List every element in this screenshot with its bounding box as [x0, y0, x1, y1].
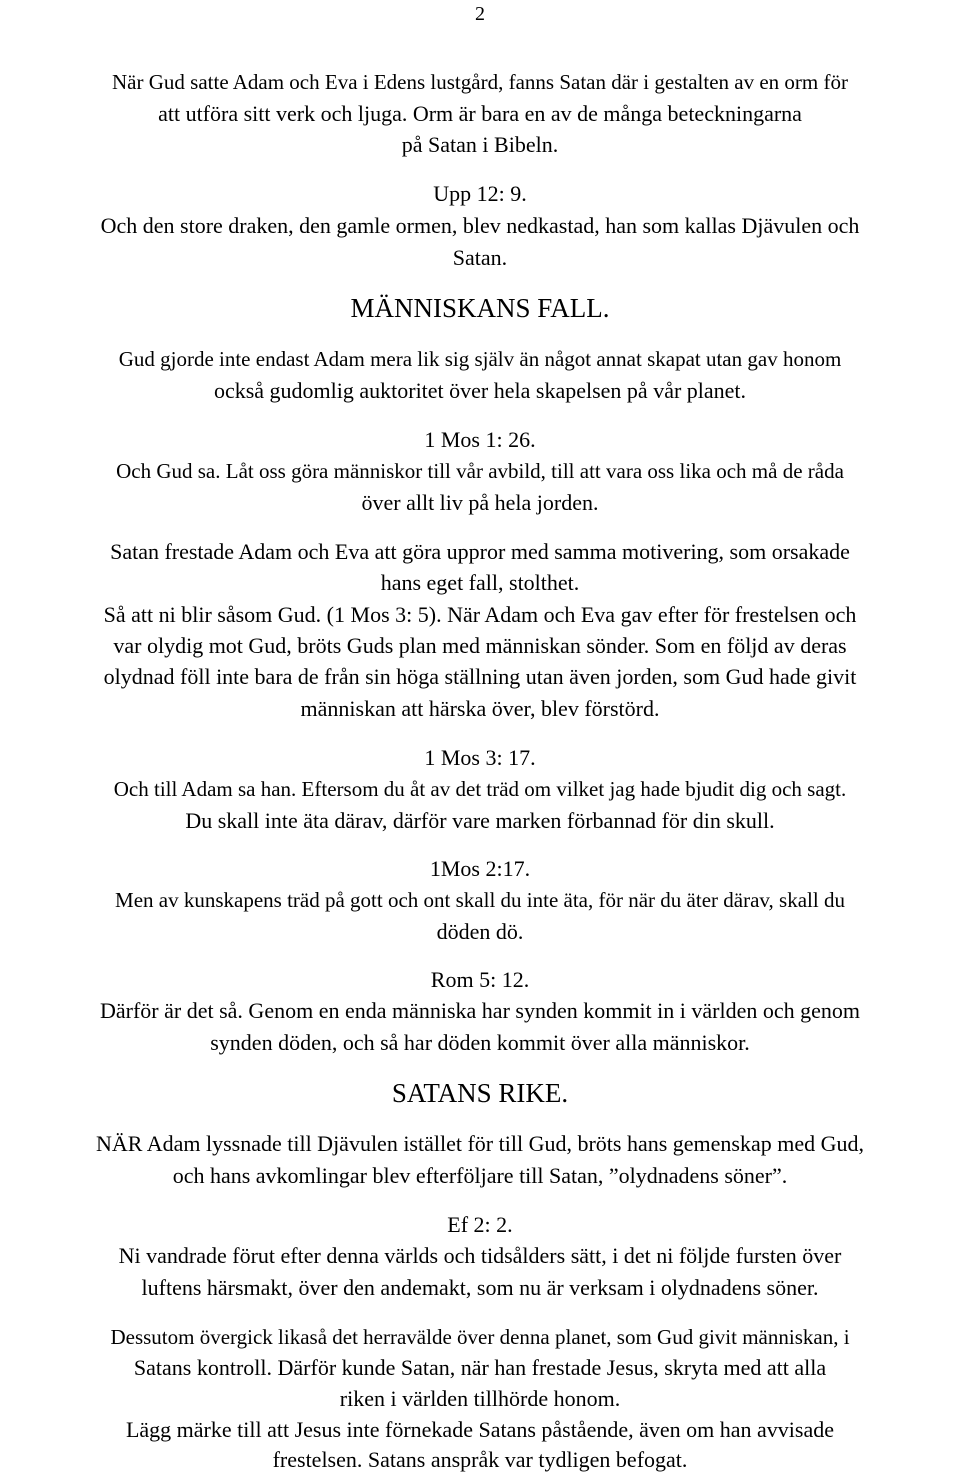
- text-line: synden döden, och så har döden kommit över alla människor.: [210, 1030, 750, 1055]
- verse-reference: Ef 2: 2.: [447, 1212, 513, 1237]
- verse-reference: Upp 12: 9.: [433, 181, 527, 206]
- text-line: När Gud satte Adam och Eva i Edens lustgård, fanns Satan där i gestalten av en orm för: [112, 70, 848, 94]
- text-line: på Satan i Bibeln.: [401, 132, 559, 157]
- text-line: hans eget fall, stolthet.: [380, 570, 580, 595]
- text-line: NÄR Adam lyssnade till Djävulen istället för till Gud, bröts hans gemenskap med Gud,: [95, 1131, 865, 1156]
- verse-reference: 1 Mos 1: 26.: [424, 427, 536, 452]
- text-line: Men av kunskapens träd på gott och ont skall du inte äta, för när du äter därav, skall du: [115, 888, 845, 912]
- text-line: Satan frestade Adam och Eva att göra uppror med samma motivering, som orsakade: [110, 539, 850, 564]
- text-line: Dessutom övergick likaså det herravälde över denna planet, som Gud givit människan, i: [110, 1325, 850, 1349]
- text-line: Och Gud sa. Låt oss göra människor till vår avbild, till att vara oss lika och må de råda: [116, 459, 844, 483]
- text-line: Ni vandrade förut efter denna världs och tidsålders sätt, i det ni följde fursten över: [118, 1243, 842, 1268]
- text-line: olydnad föll inte bara de från sin höga ställning utan även jorden, som Gud hade givit: [103, 664, 857, 689]
- text-line: att utföra sitt verk och ljuga. Orm är bara en av de många beteckningarna: [158, 101, 802, 126]
- text-line: Lägg märke till att Jesus inte förnekade Satans påstående, även om han avvisade: [125, 1417, 835, 1442]
- text-line: Därför är det så. Genom en enda människa har synden kommit in i världen och genom: [100, 998, 860, 1023]
- text-line: Och till Adam sa han. Eftersom du åt av det träd om vilket jag hade bjudit dig och sagt.: [113, 777, 847, 801]
- text-line: Satan.: [452, 245, 508, 270]
- text-line: Och den store draken, den gamle ormen, blev nedkastad, han som kallas Djävulen och: [100, 213, 860, 238]
- verse-reference: 1Mos 2:17.: [429, 856, 531, 881]
- text-line: Satans kontroll. Därför kunde Satan, när han frestade Jesus, skryta med att alla: [133, 1355, 827, 1380]
- text-line: Du skall inte äta därav, därför vare marken förbannad för din skull.: [185, 808, 775, 833]
- text-line: riken i världen tillhörde honom.: [339, 1386, 621, 1411]
- text-line: och hans avkomlingar blev efterföljare till Satan, ”olydnadens söner”.: [172, 1163, 788, 1188]
- section-heading: SATANS RIKE.: [391, 1078, 569, 1108]
- text-line: frestelsen. Satans anspråk var tydligen befogat.: [272, 1447, 688, 1472]
- text-line: var olydig mot Gud, bröts Guds plan med människan sönder. Som en följd av deras: [113, 633, 847, 658]
- section-heading: MÄNNISKANS FALL.: [350, 293, 610, 323]
- verse-reference: 1 Mos 3: 17.: [424, 745, 536, 770]
- text-line: också gudomlig auktoritet över hela skapelsen på vår planet.: [213, 378, 747, 403]
- text-line: luftens härsmakt, över den andemakt, som nu är verksam i olydnadens söner.: [141, 1275, 819, 1300]
- page-number: 2: [475, 3, 485, 25]
- text-line: Gud gjorde inte endast Adam mera lik sig själv än något annat skapat utan gav honom: [118, 347, 842, 371]
- text-line: människan att härska över, blev förstörd.: [300, 696, 660, 721]
- text-line: Så att ni blir såsom Gud. (1 Mos 3: 5). När Adam och Eva gav efter för frestelsen och: [103, 602, 857, 627]
- verse-reference: Rom 5: 12.: [430, 967, 530, 992]
- text-line: över allt liv på hela jorden.: [361, 490, 599, 515]
- text-line: döden dö.: [436, 919, 524, 944]
